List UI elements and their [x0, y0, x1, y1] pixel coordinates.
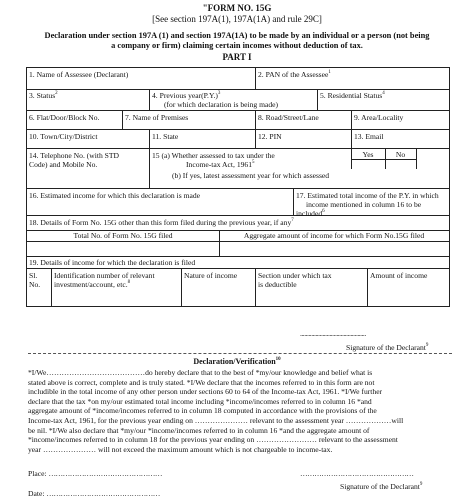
field-flat-door-block[interactable]: 6. Flat/Door/Block No. — [29, 113, 100, 122]
other-forms-section-label: 18. Details of Form No. 15G other than this form filed during the previous year, if any$^7$ — [29, 218, 294, 227]
declaration-line: aggregate amount of *income/incomes referred to in column 18 computed in accordance with the provisions of the — [28, 406, 377, 416]
field-road-street[interactable]: 8. Road/Street/Lane — [258, 113, 319, 122]
field-name-of-premises[interactable]: 7. Name of Premises — [125, 113, 189, 122]
date-field[interactable]: Date: ………………………………………… — [28, 489, 160, 498]
form-title: "FORM NO. 15G — [202, 3, 272, 13]
field-assessed-to-tax: 15 (a) Whether assessed to tax under the Income-tax Act, 1961$^5$ — [152, 151, 275, 169]
field-status[interactable]: 3. Status$^2$ — [29, 91, 58, 100]
declaration-line: Income-tax Act, 1961, for the previous year ending on ………………… relevant to the assessment year ………………will — [28, 415, 404, 425]
declaration-heading-line2: a company or firm) claiming certain incomes without deduction of tax. — [111, 41, 363, 50]
no-checkbox[interactable] — [385, 160, 416, 169]
declaration-line: *I/We…………………………………do hereby declare that to the best of *my/our knowledge and belief what is — [28, 368, 373, 377]
field-email[interactable]: 13. Email — [354, 132, 384, 141]
declaration-heading-line1: Declaration under section 197A (1) and section 197A(1A) to be made by an individual or a person (not being — [44, 31, 430, 40]
verification-heading: Declaration/Verification$^{10}$ — [193, 357, 281, 366]
field-area-locality[interactable]: 9. Area/Locality — [354, 113, 404, 122]
field-pan[interactable]: 2. PAN of the Assessee$^1$ — [258, 70, 331, 79]
field-estimated-total-income[interactable]: 17. Estimated total income of the P.Y. in which income mentioned in column 16 to be included$^6$ — [296, 191, 439, 218]
yes-checkbox[interactable] — [351, 160, 385, 169]
no-label: No — [395, 150, 406, 159]
col-identification-number: Identification number of relevant investment/account, etc.$^8$ — [54, 271, 155, 289]
field-pin[interactable]: 12. PIN — [258, 132, 282, 141]
col-section: Section under which tax is deductible — [258, 271, 332, 289]
part-one-table — [26, 67, 450, 307]
signature-line-2[interactable]: ………………………………………… — [300, 469, 414, 478]
field-estimated-income[interactable]: 16. Estimated income for which this declaration is made — [29, 191, 201, 200]
field-residential-status[interactable]: 5. Residential Status$^4$ — [320, 91, 385, 100]
col-nature-of-income: Nature of income — [184, 271, 238, 280]
aggregate-amount-input[interactable] — [220, 242, 448, 255]
declaration-line: *income/incomes referred to in column 18 for the previous year ending on …………………… relevant to the assessment — [28, 435, 398, 445]
col-amount-of-income: Amount of income — [370, 271, 428, 280]
declaration-paragraph — [28, 368, 452, 454]
signature-line-1[interactable]: ............................................... — [300, 329, 366, 338]
section-reference: [See section 197A(1), 197A(1A) and rule 29C] — [152, 14, 322, 24]
field-town-city[interactable]: 10. Town/City/District — [29, 132, 98, 141]
part-title: PART I — [222, 52, 252, 62]
declaration-line: includible in the total income of any other person under sections 60 to 64 of the Income-tax Act, 1961. *I/We further — [28, 387, 383, 397]
col-serial-no: Sl. No. — [29, 271, 41, 289]
yes-label: Yes — [362, 150, 374, 159]
declaration-line: be nil. *I/We also declare that *my/our *income/incomes referred to in column 16 *and the aggregate amount of — [28, 425, 370, 435]
field-telephone[interactable]: 14. Telephone No. (with STD Code) and Mobile No. — [29, 151, 120, 169]
aggregate-amount-header: Aggregate amount of income for which Form No.15G filed — [243, 231, 425, 240]
signature-label-2: Signature of the Declarant$^9$ — [340, 482, 423, 491]
field-previous-year[interactable]: 4. Previous $year(P.Y.)^3$ (for which declaration is being made) — [152, 91, 279, 109]
field-state[interactable]: 11. State — [152, 132, 179, 141]
declaration-line: declare that the tax *on my/our estimated total income including *income/incomes referred to in column 16 *and — [28, 396, 372, 406]
declaration-line: stated above is correct, complete and is truly stated. *I/We declare that the incomes referred to in this form are not — [28, 377, 375, 387]
place-field[interactable]: Place: ………………………………………… — [28, 469, 162, 478]
total-forms-filed-header: Total No. of Form No. 15G filed — [73, 231, 173, 240]
total-forms-filed-input[interactable] — [27, 242, 219, 255]
signature-label-1: Signature of the Declarant$^9$ — [346, 343, 429, 352]
field-name-of-assessee[interactable]: 1. Name of Assessee (Declarant) — [29, 70, 129, 79]
income-details-section-label: 19. Details of income for which the declaration is filed — [29, 258, 196, 267]
declaration-line: year ………………… will not exceed the maximum amount which is not chargeable to income-tax. — [28, 444, 333, 454]
section-divider — [28, 353, 452, 354]
field-latest-assessment-year[interactable]: (b) If yes, latest assessment year for which assessed — [172, 171, 330, 180]
